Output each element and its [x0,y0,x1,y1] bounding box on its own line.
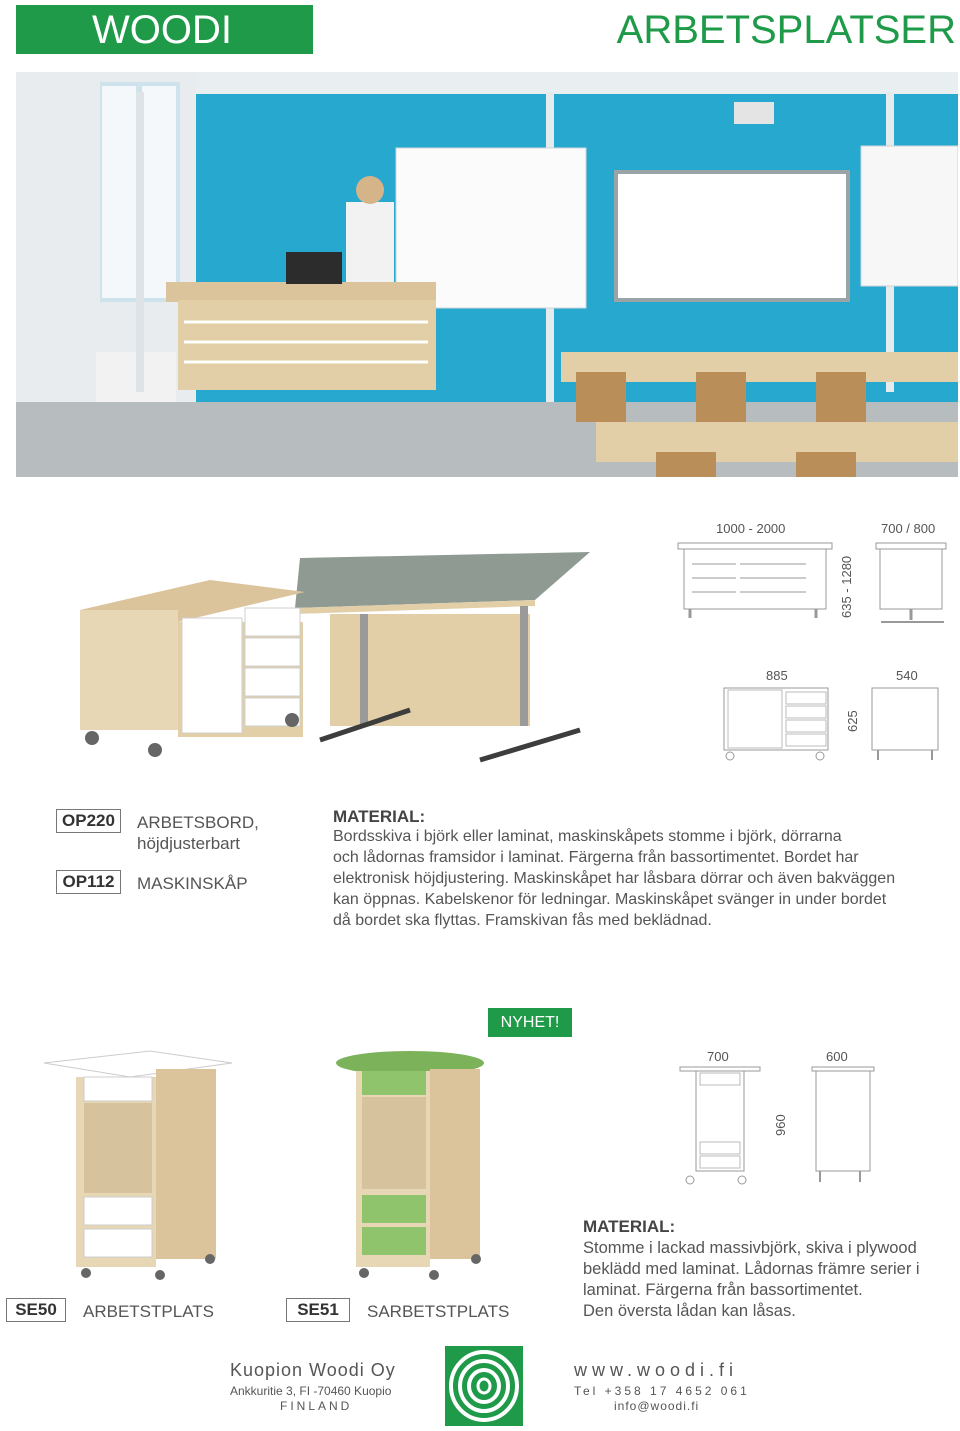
dim-se-width: 700 [707,1049,729,1064]
page-title: ARBETSPLATSER [616,8,956,52]
footer-website[interactable]: www.woodi.fi [574,1360,739,1380]
product-subname-op220: höjdjusterbart [137,834,241,853]
new-badge: NYHET! [488,1008,572,1037]
product-code-se50: SE50 [6,1298,66,1322]
woodi-logo-icon [445,1346,523,1426]
material-line: beklädd med laminat. Lådornas främre serier i [583,1260,920,1278]
product-code-op112: OP112 [56,870,121,894]
material-text-1 [333,826,953,931]
material-line: Stomme i lackad massivbjörk, skiva i plywood [583,1239,917,1257]
se51-illustration [330,1045,500,1280]
product-name-op112: MASKINSKÅP [137,874,248,893]
material-line: då bordet ska flyttas. Framskivan fås med beklädnad. [333,912,712,929]
dim-se-depth: 600 [826,1049,848,1064]
material-line: och lådornas framsidor i laminat. Färgerna från bassortimentet. Bordet har [333,849,859,866]
dim-cabinet-height: 625 [845,710,860,732]
material-heading-2: MATERIAL: [583,1217,676,1236]
material-line: Bordsskiva i björk eller laminat, maskinskåpets stomme i björk, dörrarna [333,828,842,845]
footer-country: FINLAND [280,1399,353,1413]
product-name-se50: ARBETSTPLATS [83,1302,214,1321]
footer-company: Kuopion Woodi Oy [230,1360,396,1380]
material-line: Den översta lådan kan låsas. [583,1302,796,1320]
product-name-op220: ARBETSBORD, [137,813,259,832]
desk-dimension-drawing [676,540,956,630]
footer-phone: Tel +358 17 4652 061 [574,1384,750,1398]
material-line: elektronisk höjdjustering. Maskinskåpet har låsbara dörrar och även bakväggen [333,870,896,887]
dim-se-height: 960 [773,1114,788,1136]
material-line: kan öppnas. Kabelskenor för ledningar. Maskinskåpet svänger in under bordet [333,891,887,908]
dim-desk-depth: 700 / 800 [881,521,936,536]
dim-cabinet-width: 885 [766,668,788,683]
dim-cabinet-depth: 540 [896,668,918,683]
product-name-se51: SARBETSTPLATS [367,1302,510,1321]
material-line: laminat. Färgerna från bassortimentet. [583,1281,863,1299]
desk-and-cabinet-illustration [60,540,620,780]
se50-illustration [40,1045,240,1280]
footer-address: Ankkuritie 3, FI -70460 Kuopio [230,1384,392,1398]
material-heading-1: MATERIAL: [333,807,426,826]
dim-desk-width: 1000 - 2000 [716,521,786,536]
dim-desk-height: 635 - 1280 [839,555,854,618]
product-code-op220: OP220 [56,809,121,833]
footer-email[interactable]: info@woodi.fi [614,1399,700,1413]
se-dimension-drawing [676,1064,876,1189]
product-code-se51: SE51 [286,1298,350,1322]
material-text-2 [583,1238,920,1322]
cabinet-dimension-drawing [720,686,950,766]
classroom-photo [16,72,958,477]
brand-name: WOODI [92,8,232,52]
